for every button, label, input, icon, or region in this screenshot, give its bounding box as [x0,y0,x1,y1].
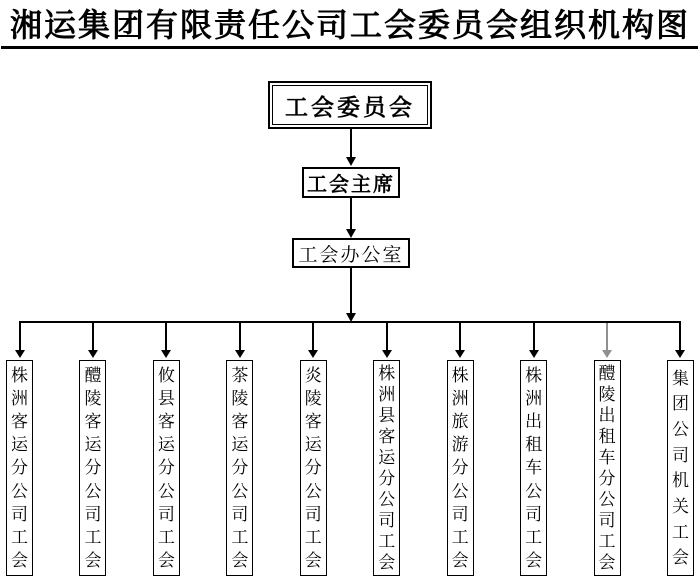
org-unit-label: 集 团 公 司 机 关 工 会 [671,368,689,568]
arrow-down-icon [88,350,98,358]
org-unit-label: 攸 县 客 运 分 公 司 工 会 [157,366,175,570]
page-title: 湘运集团有限责任公司工会委员会组织机构图 [9,7,690,43]
org-unit-box [447,360,474,576]
org-unit-label: 株 洲 出 租 车 公 司 工 会 [525,366,543,570]
arrow-down-icon [346,157,356,166]
org-unit-label: 株 洲 县 客 运 分 公 司 工 会 [378,364,396,572]
connector-line [92,323,94,350]
org-unit-label: 株 洲 旅 游 分 公 司 工 会 [451,366,469,570]
org-unit-label: 醴 陵 出 租 车 分 公 司 工 会 [598,364,616,572]
connector-line [19,323,21,350]
org-unit-box [6,360,33,576]
org-unit-box [594,360,621,576]
connector-line [350,129,352,158]
org-unit [594,323,621,576]
org-unit [300,323,327,576]
connector-line [533,323,535,350]
arrow-down-icon [346,229,356,238]
arrow-down-icon [529,350,539,358]
connector-line [606,323,608,350]
connector-line [350,198,352,230]
arrow-down-icon [675,350,685,358]
org-unit-box [226,360,253,576]
connector-line [350,268,352,314]
org-unit-box [373,360,400,576]
node-union-committee [268,81,432,129]
org-unit-label: 茶 陵 客 运 分 公 司 工 会 [231,366,249,570]
node-union-office: 工会办公室 [292,238,410,268]
arrow-down-icon [235,350,245,358]
org-unit [520,323,547,576]
org-unit-box [300,360,327,576]
connector-line [679,323,681,350]
arrow-down-icon [382,350,392,358]
node-union-committee-label: 工会委员会 [272,85,428,125]
org-unit [226,323,253,576]
connector-line [386,323,388,350]
org-unit [79,323,106,576]
connector-line [459,323,461,350]
node-union-chairman: 工会主席 [302,167,400,198]
org-unit [373,323,400,576]
org-unit-label: 醴 陵 客 运 分 公 司 工 会 [84,366,102,570]
connector-line [312,323,314,350]
org-units-row [6,323,694,576]
org-unit-box [667,360,694,576]
org-unit-box [520,360,547,576]
connector-line [239,323,241,350]
arrow-down-icon [602,350,612,358]
org-unit-label: 炎 陵 客 运 分 公 司 工 会 [304,366,322,570]
connector-line [165,323,167,350]
org-unit-label: 株 洲 客 运 分 公 司 工 会 [11,366,28,570]
org-unit-box [79,360,106,576]
arrow-down-icon [308,350,318,358]
org-unit [153,323,180,576]
title-double-underline [1,46,698,49]
arrow-down-icon [15,350,25,358]
org-unit [447,323,474,576]
org-unit [667,323,694,576]
org-unit-box [153,360,180,576]
arrow-down-icon [455,350,465,358]
org-unit [6,323,33,576]
arrow-down-icon [161,350,171,358]
